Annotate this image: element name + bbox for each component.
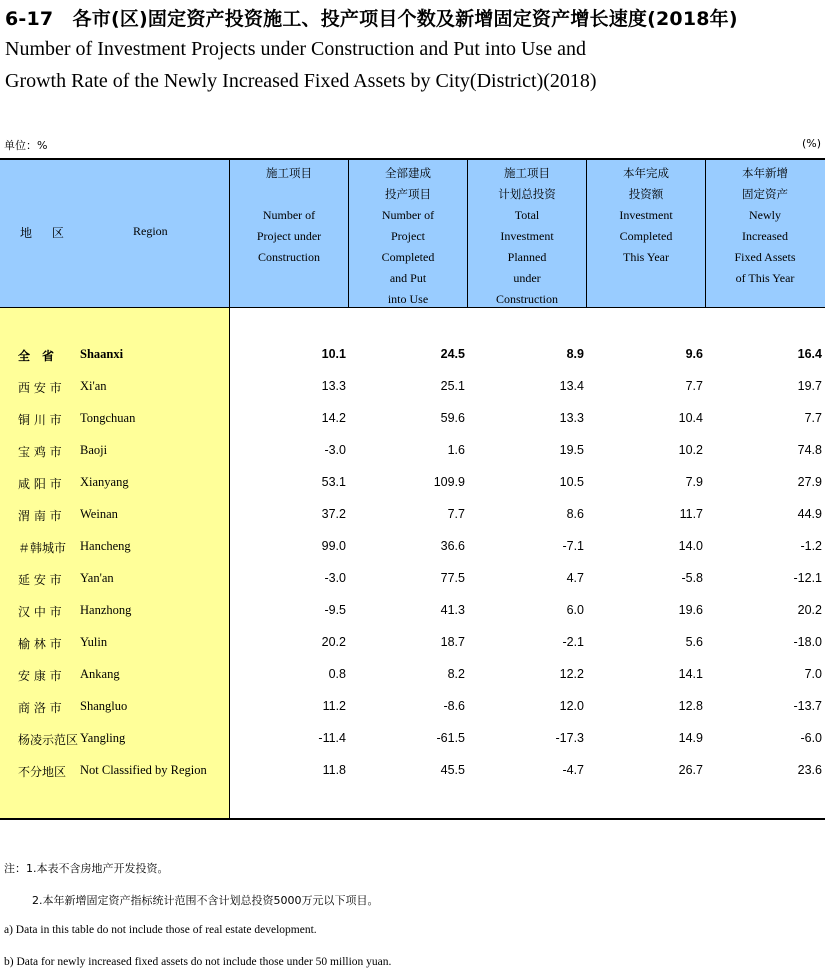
- table-cell-value: 14.2: [321, 411, 346, 425]
- region-name-en: Hancheng: [80, 539, 131, 553]
- region-name-cn: 不分地区: [18, 765, 67, 779]
- header-en-label: Fixed Assets: [734, 250, 796, 264]
- table-row: [0, 755, 825, 787]
- table-cell-value: 10.4: [678, 411, 703, 425]
- header-cn-label: 计划总投资: [498, 187, 556, 201]
- table-cell-value: 14.0: [678, 539, 703, 553]
- table-cell-value: -4.7: [562, 763, 584, 777]
- table-row: [0, 435, 825, 467]
- table-cell-value: 13.3: [321, 379, 346, 393]
- table-row: [0, 403, 825, 435]
- table-title-en-line1: Number of Investment Projects under Construction and Put into Use and: [5, 38, 587, 60]
- region-name-en: Weinan: [80, 507, 118, 521]
- table-cell-value: -61.5: [436, 731, 465, 745]
- header-en-label: Planned: [507, 250, 547, 264]
- region-name-en: Hanzhong: [80, 603, 132, 617]
- table-cell-value: 45.5: [440, 763, 465, 777]
- region-name-cn: 商 洛 市: [18, 701, 62, 715]
- header-en-label: into Use: [387, 292, 429, 306]
- header-en-label: Total: [514, 208, 540, 222]
- table-cell-value: 10.2: [678, 443, 703, 457]
- header-en-label: Number of: [381, 208, 435, 222]
- header-en-label: Project: [391, 229, 425, 243]
- region-name-en: Yulin: [80, 635, 108, 649]
- table-cell-value: 13.3: [559, 411, 584, 425]
- region-name-cn: 汉 中 市: [18, 605, 62, 619]
- table-cell-value: -2.1: [562, 635, 584, 649]
- table-cell-value: 53.1: [321, 475, 346, 489]
- table-cell-value: 7.7: [447, 507, 465, 521]
- table-row: [0, 691, 825, 723]
- region-name-cn: 全 省: [18, 349, 55, 363]
- table-cell-value: 18.7: [440, 635, 465, 649]
- header-spacer: [230, 184, 348, 205]
- header-cn-label: 本年完成: [623, 166, 669, 180]
- table-row: [0, 595, 825, 627]
- table-cell-value: 20.2: [797, 603, 822, 617]
- table-row: [0, 659, 825, 691]
- table-cell-value: -8.6: [443, 699, 465, 713]
- region-name-cn: ＃韩城市: [18, 541, 67, 555]
- table-row: [0, 371, 825, 403]
- table-cell-value: 13.4: [559, 379, 584, 393]
- table-cell-value: 7.9: [685, 475, 703, 489]
- region-name-en: Shaanxi: [80, 347, 124, 361]
- table-cell-value: 7.7: [685, 379, 703, 393]
- table-cell-value: 37.2: [321, 507, 346, 521]
- table-cell-value: 7.0: [804, 667, 822, 681]
- table-cell-value: 24.5: [440, 347, 465, 361]
- table-cell-value: 10.1: [321, 347, 346, 361]
- region-name-cn: 榆 林 市: [18, 637, 62, 651]
- header-cn-label: 施工项目: [266, 166, 312, 180]
- header-cn-label: 投产项目: [385, 187, 431, 201]
- table-cell-value: -3.0: [324, 571, 346, 585]
- table-cell-value: 8.6: [566, 507, 584, 521]
- table-cell-value: 19.5: [559, 443, 584, 457]
- table-cell-value: 12.8: [678, 699, 703, 713]
- table-cell-value: -11.4: [318, 731, 346, 745]
- header-en-label: Construction: [258, 250, 320, 264]
- header-column-5: [706, 163, 824, 305]
- table-cell-value: 8.9: [566, 347, 584, 361]
- table-cell-value: 19.6: [678, 603, 703, 617]
- region-name-cn: 延 安 市: [18, 573, 62, 587]
- table-cell-value: 1.6: [447, 443, 465, 457]
- note-en-1: a) Data in this table do not include those of real estate development.: [4, 924, 317, 936]
- region-name-en: Shangluo: [80, 699, 128, 713]
- table-cell-value: 5.6: [685, 635, 703, 649]
- unit-label-right: (%): [801, 137, 821, 150]
- table-cell-value: 99.0: [321, 539, 346, 553]
- table-row: [0, 563, 825, 595]
- table-row: [0, 627, 825, 659]
- table-cell-value: 14.9: [678, 731, 703, 745]
- table-cell-value: 14.1: [678, 667, 703, 681]
- region-name-en: Not Classified by Region: [80, 763, 207, 777]
- table-cell-value: 9.6: [685, 347, 703, 361]
- header-en-label: Completed: [619, 229, 673, 243]
- header-en-label: This Year: [622, 250, 669, 264]
- note-cn-2: 2.本年新增固定资产指标统计范围不含计划总投资5000万元以下项目。: [32, 894, 379, 907]
- header-en-label: of This Year: [735, 271, 795, 285]
- region-name-en: Yan'an: [80, 571, 114, 585]
- table-row: [0, 467, 825, 499]
- table-cell-value: 4.7: [566, 571, 584, 585]
- table-cell-value: 26.7: [678, 763, 703, 777]
- table-cell-value: -9.5: [324, 603, 346, 617]
- table-cell-value: 0.8: [328, 667, 346, 681]
- header-en-label: Completed: [381, 250, 435, 264]
- table-cell-value: 25.1: [440, 379, 465, 393]
- table-cell-value: 19.7: [797, 379, 822, 393]
- header-en-label: and Put: [389, 271, 427, 285]
- region-name-en: Yangling: [80, 731, 126, 745]
- header-cn-label: 施工项目: [504, 166, 550, 180]
- table-cell-value: 6.0: [566, 603, 584, 617]
- table-row: [0, 339, 825, 371]
- region-name-en: Ankang: [80, 667, 120, 681]
- header-column-4: [587, 163, 705, 305]
- table-cell-value: 44.9: [797, 507, 822, 521]
- table-title-cn: 6-17 各市(区)固定资产投资施工、投产项目个数及新增固定资产增长速度(2018年): [5, 8, 738, 30]
- header-en-label: Construction: [496, 292, 558, 306]
- table-cell-value: 8.2: [447, 667, 465, 681]
- table-cell-value: -1.2: [800, 539, 822, 553]
- header-column-1: [230, 163, 348, 305]
- table-cell-value: -18.0: [793, 635, 822, 649]
- table-row: [0, 723, 825, 755]
- table-cell-value: 16.4: [797, 347, 822, 361]
- table-cell-value: 11.8: [322, 763, 346, 777]
- table-cell-value: -17.3: [555, 731, 584, 745]
- table-cell-value: 11.7: [679, 507, 703, 521]
- region-name-cn: 杨凌示范区: [18, 733, 79, 747]
- unit-label: 单位：%: [4, 139, 48, 152]
- table-cell-value: 59.6: [440, 411, 465, 425]
- region-name-cn: 宝 鸡 市: [18, 445, 62, 459]
- region-name-cn: 铜 川 市: [18, 413, 62, 427]
- table-cell-value: 74.8: [797, 443, 822, 457]
- table-cell-value: 109.9: [433, 475, 465, 489]
- table-bottom-rule: [0, 818, 825, 820]
- region-name-cn: 安 康 市: [18, 669, 62, 683]
- header-en-label: Increased: [742, 229, 788, 243]
- header-en-label: under: [513, 271, 541, 285]
- table-cell-value: 36.6: [440, 539, 465, 553]
- header-en-label: Project under: [256, 229, 322, 243]
- header-region-en: Region: [133, 224, 168, 238]
- region-name-cn: 咸 阳 市: [18, 477, 62, 491]
- table-cell-value: 11.2: [322, 699, 346, 713]
- table-cell-value: -7.1: [562, 539, 584, 553]
- table-cell-value: 20.2: [321, 635, 346, 649]
- region-name-en: Tongchuan: [80, 411, 136, 425]
- region-name-en: Xi'an: [80, 379, 107, 393]
- header-column-2: [349, 163, 467, 305]
- table-cell-value: 41.3: [440, 603, 465, 617]
- region-name-cn: 渭 南 市: [18, 509, 62, 523]
- table-cell-value: 10.5: [559, 475, 584, 489]
- header-en-label: Investment: [500, 229, 554, 243]
- table-cell-value: -3.0: [324, 443, 346, 457]
- table-row: [0, 531, 825, 563]
- header-en-label: Investment: [619, 208, 673, 222]
- region-name-en: Baoji: [80, 443, 108, 457]
- table-cell-value: -6.0: [800, 731, 822, 745]
- table-top-rule: [0, 158, 825, 160]
- header-column-3: [468, 163, 586, 305]
- table-cell-value: 12.2: [559, 667, 584, 681]
- header-cn-label: 全部建成: [385, 166, 431, 180]
- region-name-en: Xianyang: [80, 475, 129, 489]
- header-en-label: Number of: [262, 208, 316, 222]
- header-cn-label: 固定资产: [742, 187, 788, 201]
- region-name-cn: 西 安 市: [18, 381, 62, 395]
- table-cell-value: 23.6: [797, 763, 822, 777]
- table-cell-value: -5.8: [681, 571, 703, 585]
- note-en-2: b) Data for newly increased fixed assets do not include those under 50 million yuan.: [4, 956, 392, 968]
- table-cell-value: 12.0: [559, 699, 584, 713]
- header-en-label: Newly: [749, 208, 781, 222]
- header-cn-label: 投资额: [628, 187, 664, 201]
- header-cn-label: 本年新增: [742, 166, 788, 180]
- table-row: [0, 499, 825, 531]
- table-cell-value: -13.7: [793, 699, 822, 713]
- table-cell-value: 7.7: [804, 411, 822, 425]
- table-cell-value: -12.1: [793, 571, 822, 585]
- table-cell-value: 77.5: [440, 571, 465, 585]
- table-title-en-line2: Growth Rate of the Newly Increased Fixed Assets by City(District)(2018): [5, 70, 597, 92]
- note-cn-1: 注：1.本表不含房地产开发投资。: [4, 862, 169, 875]
- table-cell-value: 27.9: [797, 475, 822, 489]
- header-region-cn: 地 区: [20, 226, 72, 240]
